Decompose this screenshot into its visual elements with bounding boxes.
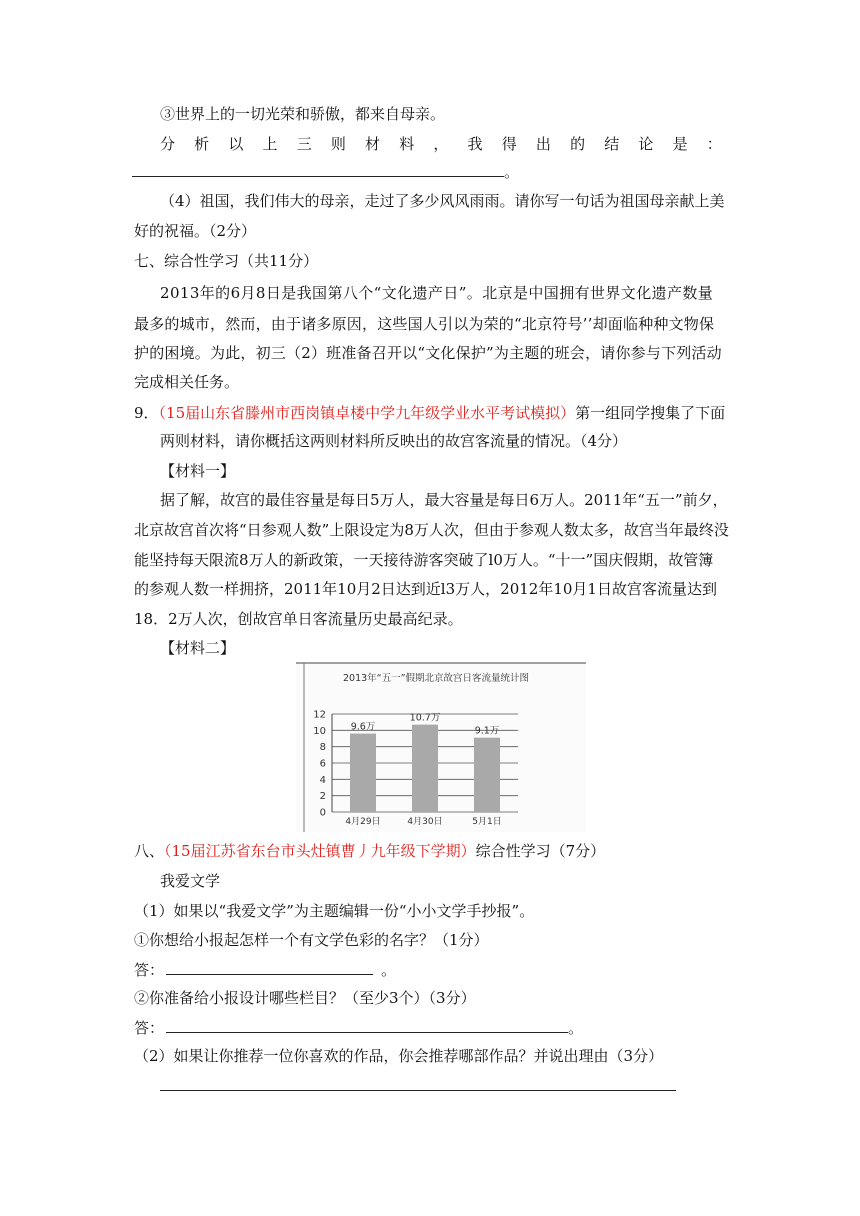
conclusion-char: 料: [399, 135, 415, 153]
conclusion-char: ：: [706, 135, 722, 153]
period: 。: [504, 163, 520, 181]
conclusion-answer-line: [132, 162, 519, 182]
conclusion-prompt: [160, 134, 722, 154]
question-9-number: 9．: [134, 404, 159, 422]
conclusion-char: 是: [672, 135, 688, 153]
conclusion-char: 上: [262, 135, 278, 153]
conclusion-char: 则: [330, 135, 346, 153]
material-1-line-1: 据了解，故宫的最佳容量是每日5万人，最大容量是每日6万人。2011年“五一”前夕，: [160, 491, 728, 509]
x-tick-label: 4月30日: [407, 817, 443, 827]
material-1-line-2: 北京故宫首次将“日参观人数”上限设定为8万人次，但由于参观人数太多，故宫当年最终没: [134, 521, 729, 539]
chart-svg: [296, 662, 586, 832]
answer-2-blank[interactable]: [166, 1018, 568, 1033]
answer-2-period: 。: [568, 1019, 584, 1037]
x-tick-label: 5月1日: [472, 817, 502, 827]
section-8-heading: [134, 841, 605, 861]
answer-1-prefix: 答：: [134, 961, 165, 979]
conclusion-char: 出: [535, 135, 551, 153]
y-tick-label: 0: [319, 807, 326, 819]
question-9-text: 第一组同学搜集了下面: [575, 404, 726, 422]
question-9-source: （15届山东省滕州市西岗镇卓楼中学九年级学业水平考试模拟）: [158, 404, 576, 422]
intro-line-2: 最多的城市，然而，由于诸多原因，这些国人引以为荣的“北京符号’’却面临种种文物保: [134, 315, 715, 333]
y-tick-label: 6: [319, 758, 326, 770]
material-1-line-5: 18．2万人次，创故宫单日客流量历史最高纪录。: [134, 610, 463, 628]
question-9-line-2: 两则材料，请你概括这两则材料所反映出的故宫客流量的情况。（4分）: [160, 432, 628, 450]
answer-2-prefix: 答：: [134, 1019, 165, 1037]
answer-2-line: [134, 1018, 583, 1038]
sub-question-1: （1）如果以“我爱文学”为主题编辑一份“小小文学手抄报”。: [134, 902, 535, 920]
conclusion-char: 三: [296, 135, 312, 153]
conclusion-char: 材: [365, 135, 381, 153]
answer-3-line: [160, 1076, 676, 1096]
data-label: 9.6万: [350, 721, 376, 733]
conclusion-char: 的: [570, 135, 586, 153]
sub-question-1-item-1: ①你想给小报起怎样一个有文学色彩的名字？（1分）: [134, 931, 489, 949]
material-2-heading: 【材料二】: [160, 639, 236, 657]
material-1-line-3: 能坚持每天限流8万人的新政策，一天接待游客突破了l0万人。“十一”国庆假期，故管簿: [134, 551, 714, 569]
conclusion-char: 得: [501, 135, 517, 153]
question-4-line-1: （4）祖国，我们伟大的母亲，走过了多少风风雨雨。请你写一句话为祖国母亲献上美: [160, 192, 725, 210]
sub-question-2: （2）如果让你推荐一位你喜欢的作品，你会推荐哪部作品？并说出理由（3分）: [134, 1047, 664, 1065]
intro-line-1: 2013年的6月8日是我国第八个“文化遗产日”。北京是中国拥有世界文化遗产数量: [160, 284, 714, 302]
conclusion-char: 结: [604, 135, 620, 153]
section-7-heading: 七、综合性学习（共11分）: [134, 252, 319, 270]
intro-line-4: 完成相关任务。: [134, 373, 240, 391]
section-8-title: 综合性学习（7分）: [475, 842, 606, 860]
section-8-source: （15届江苏省东台市头灶镇曹丿九年级下学期）: [164, 842, 476, 860]
bar: [412, 725, 438, 812]
sub-question-1-item-2: ②你准备给小报设计哪些栏目？（至少3个）（3分）: [134, 989, 476, 1007]
answer-1-blank[interactable]: [166, 960, 373, 975]
conclusion-char: ，: [433, 135, 449, 153]
answer-3-blank[interactable]: [160, 1076, 676, 1091]
bar: [474, 738, 500, 812]
y-tick-label: 2: [319, 791, 326, 803]
x-tick-label: 4月29日: [345, 817, 381, 827]
section-8-number: 八、: [134, 842, 165, 860]
topic-title: 我爱文学: [160, 872, 221, 890]
answer-1-line: [134, 960, 396, 980]
y-tick-label: 12: [313, 709, 326, 721]
answer-blank[interactable]: [132, 162, 504, 177]
conclusion-char: 以: [228, 135, 244, 153]
chart-title: 2013年“五一”假期北京故宫日客流量统计图: [342, 673, 530, 684]
y-tick-label: 8: [319, 742, 326, 754]
material-1-heading: 【材料一】: [160, 462, 236, 480]
y-tick-label: 4: [319, 774, 326, 786]
conclusion-char: 我: [467, 135, 483, 153]
question-4-line-2: 好的祝福。（2分）: [134, 222, 257, 240]
material-1-line-4: 的参观人数一样拥挤，2011年10月2日达到近l3万人，2012年10月1日故宫客流量达到: [134, 580, 717, 598]
conclusion-char: 论: [638, 135, 654, 153]
answer-1-period: 。: [381, 961, 397, 979]
intro-line-3: 护的困境。为此，初三（2）班准备召开以“文化保护”为主题的班会，请你参与下列活动: [134, 344, 722, 362]
data-label: 10.7万: [409, 712, 441, 724]
conclusion-char: 析: [194, 135, 210, 153]
y-tick-label: 10: [313, 725, 326, 737]
question-9-line-1: [134, 403, 725, 423]
bar: [350, 734, 376, 812]
conclusion-char: 分: [160, 135, 176, 153]
data-label: 9.1万: [474, 725, 500, 737]
material-item-3: ③世界上的一切光荣和骄傲，都来自母亲。: [160, 105, 446, 123]
visitor-bar-chart: [296, 662, 586, 832]
